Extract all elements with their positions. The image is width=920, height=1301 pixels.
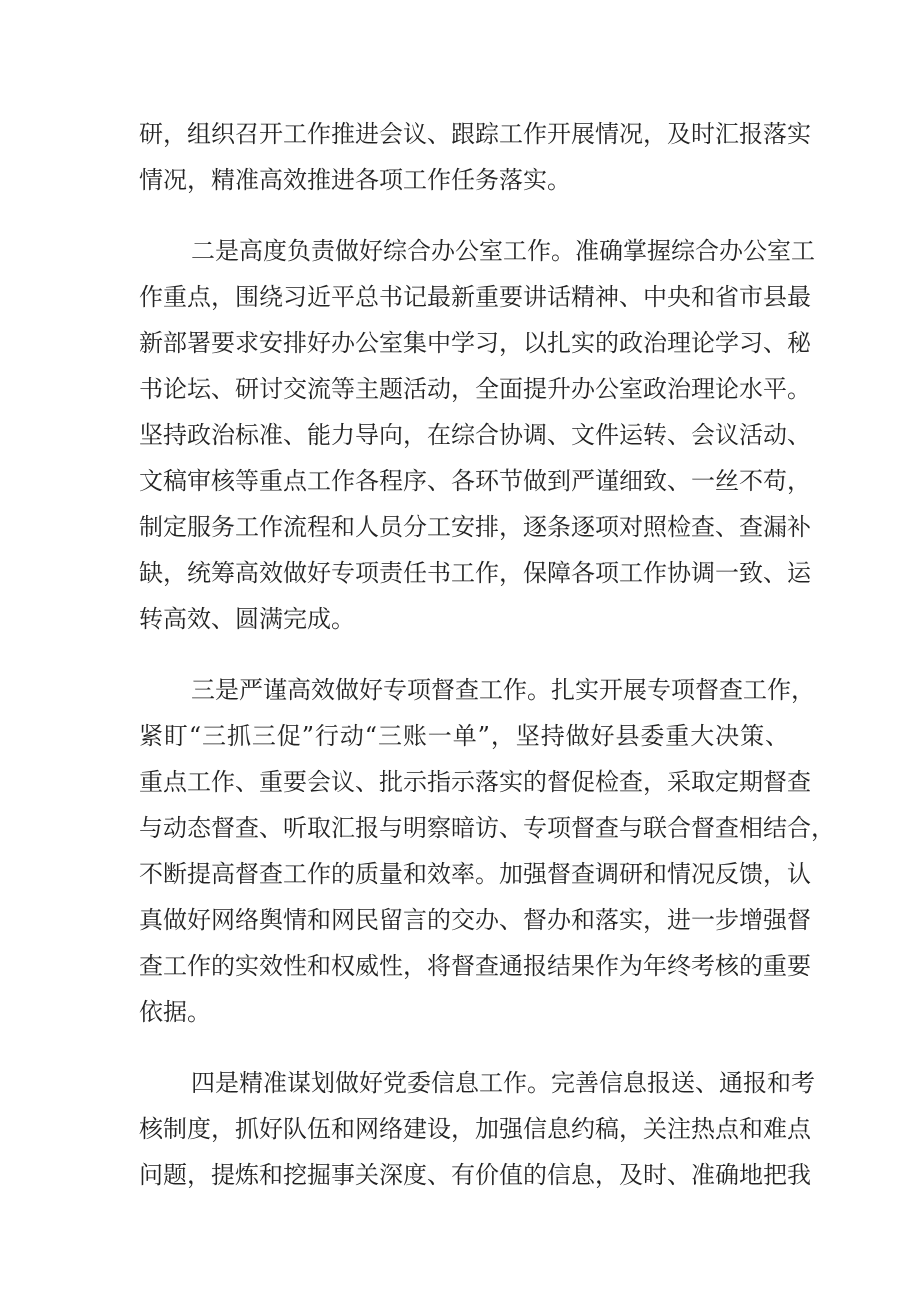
document-body <box>139 111 835 1223</box>
text-line: 研，组织召开工作推进会议、跟踪工作开展情况，及时汇报落实 <box>139 120 811 148</box>
paragraph-1 <box>139 111 811 203</box>
text-line: 制定服务工作流程和人员分工安排，逐条逐项对照检查、查漏补 <box>139 513 811 541</box>
text-line: 三是严谨高效做好专项督查工作。扎实开展专项督查工作， <box>191 676 815 704</box>
text-line: 不断提高督查工作的质量和效率。加强督查调研和情况反馈，认 <box>139 860 811 888</box>
text-line: 坚持政治标准、能力导向，在综合协调、文件运转、会议活动、 <box>139 421 811 449</box>
text-line: 转高效、圆满完成。 <box>139 605 355 633</box>
text-line: 情况，精准高效推进各项工作任务落实。 <box>139 166 571 194</box>
text-line: 真做好网络舆情和网民留言的交办、督办和落实，进一步增强督 <box>139 906 811 934</box>
text-line: 查工作的实效性和权威性，将督查通报结果作为年终考核的重要 <box>139 952 811 980</box>
text-line: 问题，提炼和挖掘事关深度、有价值的信息，及时、准确地把我 <box>139 1161 811 1189</box>
text-line: 重点工作、重要会议、批示指示落实的督促检查，采取定期督查 <box>139 768 811 796</box>
text-line: 依据。 <box>139 998 211 1026</box>
text-line: 缺，统筹高效做好专项责任书工作，保障各项工作协调一致、运 <box>139 559 811 587</box>
text-line: 四是精准谋划做好党委信息工作。完善信息报送、通报和考 <box>191 1069 815 1097</box>
paragraph-3 <box>139 667 835 1035</box>
text-line: 文稿审核等重点工作各程序、各环节做到严谨细致、一丝不苟， <box>139 467 811 495</box>
text-line: 作重点，围绕习近平总书记最新重要讲话精神、中央和省市县最 <box>139 283 811 311</box>
text-line: 新部署要求安排好办公室集中学习，以扎实的政治理论学习、秘 <box>139 329 811 357</box>
text-line: 二是高度负责做好综合办公室工作。准确掌握综合办公室工 <box>191 237 815 265</box>
text-line: 与动态督查、听取汇报与明察暗访、专项督查与联合督查相结合， <box>139 814 835 842</box>
text-line: 书论坛、研讨交流等主题活动，全面提升办公室政治理论水平。 <box>139 375 811 403</box>
paragraph-4 <box>139 1060 815 1198</box>
paragraph-2 <box>139 228 815 642</box>
text-line: 紧盯“三抓三促”行动“三账一单”，坚持做好县委重大决策、 <box>139 722 789 750</box>
text-line: 核制度，抓好队伍和网络建设，加强信息约稿，关注热点和难点 <box>139 1115 811 1143</box>
